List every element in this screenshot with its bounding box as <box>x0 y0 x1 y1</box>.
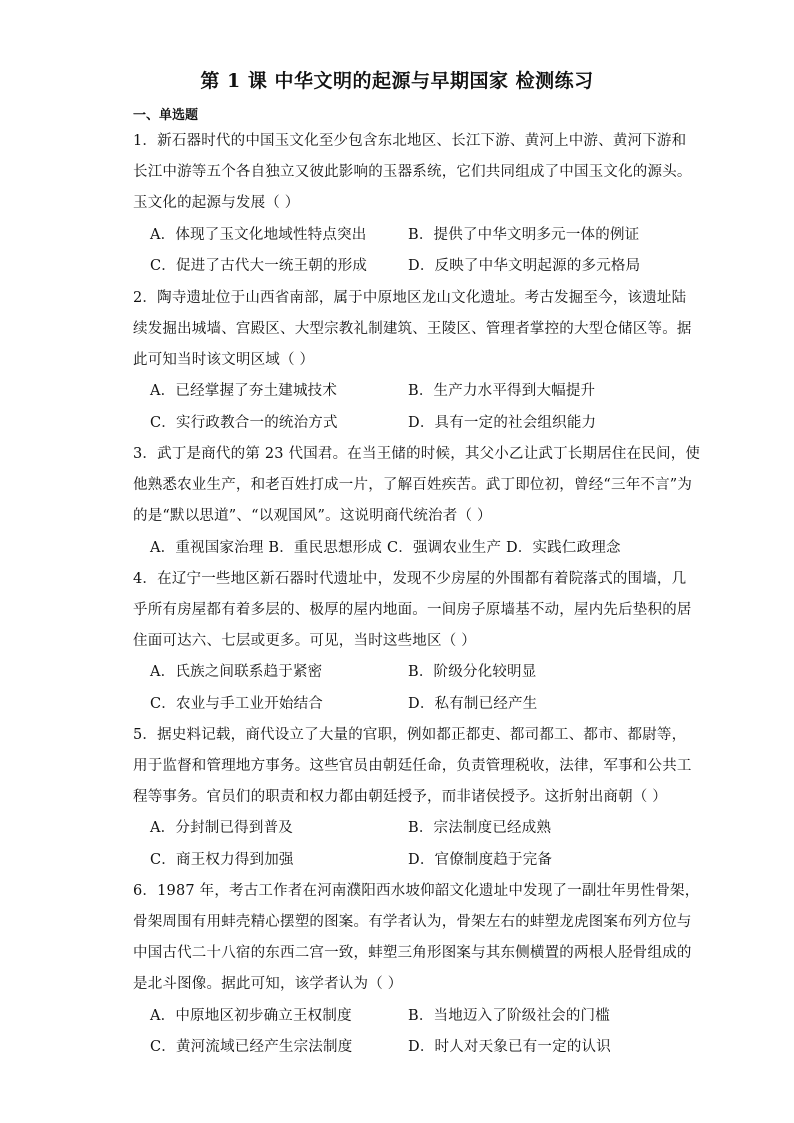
question-6-line-4: 是北斗图像。据此可知，该学者认为（ ） <box>133 976 403 992</box>
question-1-option-b[interactable]: B．提供了中华文明多元一体的例证 <box>408 227 640 243</box>
question-2-option-b[interactable]: B．生产力水平得到大幅提升 <box>408 383 596 399</box>
question-5-line-1: 5．据史料记载，商代设立了大量的官职，例如都正都吏、都司都工、都市、都尉等， <box>133 727 687 743</box>
question-2-line-3: 此可知当时该文明区域（ ） <box>133 352 315 368</box>
question-6-line-3: 中国古代二十八宿的东西二宫一致，蚌塑三角形图案与其东侧横置的两根人胫骨组成的 <box>133 945 692 961</box>
question-5-option-a[interactable]: A．分封制已得到普及 <box>150 820 293 836</box>
question-1-option-d[interactable]: D．反映了中华文明起源的多元格局 <box>408 258 641 274</box>
section-heading: 一、单选题 <box>133 108 199 123</box>
question-2-option-c[interactable]: C．实行政教合一的统治方式 <box>150 415 338 431</box>
question-5-line-3: 程等事务。官员们的职责和权力都由朝廷授予，而非诸侯授予。这折射出商朝（ ） <box>133 789 668 805</box>
question-5-option-b[interactable]: B．宗法制度已经成熟 <box>408 820 552 836</box>
question-4-option-b[interactable]: B．阶级分化较明显 <box>408 664 537 680</box>
question-5-line-2: 用于监督和管理地方事务。这些官员由朝廷任命，负责管理税收，法律，军事和公共工 <box>133 758 692 774</box>
question-6-option-c[interactable]: C．黄河流域已经产生宗法制度 <box>150 1039 353 1055</box>
question-1-line-1: 1．新石器时代的中国玉文化至少包含东北地区、长江下游、黄河上中游、黄河下游和 <box>133 133 687 149</box>
question-5-option-d[interactable]: D．官僚制度趋于完备 <box>408 852 553 868</box>
question-3-line-2: 他熟悉农业生产，和老百姓打成一片，了解百姓疾苦。武丁即位初，曾经“三年不言”为 <box>133 477 693 493</box>
question-5-option-c[interactable]: C．商王权力得到加强 <box>150 852 294 868</box>
question-4-line-3: 住面可达六、七层或更多。可见，当时这些地区（ ） <box>133 633 476 649</box>
question-1-line-3: 玉文化的起源与发展（ ） <box>133 195 300 211</box>
question-6-line-2: 骨架周围有用蚌壳精心摆塑的图案。有学者认为，骨架左右的蚌塑龙虎图案布列方位与 <box>133 914 692 930</box>
question-4-line-1: 4．在辽宁一些地区新石器时代遗址中，发现不少房屋的外围都有着院落式的围墙，几 <box>133 571 687 587</box>
question-3-line-1: 3．武丁是商代的第 23 代国君。在当王储的时候，其父小乙让武丁长期居住在民间，使 <box>133 446 701 462</box>
question-2-line-2: 续发掘出城墙、宫殿区、大型宗教礼制建筑、王陵区、管理者掌控的大型仓储区等。据 <box>133 321 692 337</box>
page-title: 第 1 课 中华文明的起源与早期国家 检测练习 <box>200 70 594 92</box>
question-6-option-a[interactable]: A．中原地区初步确立王权制度 <box>150 1008 352 1024</box>
question-6-option-b[interactable]: B．当地迈入了阶级社会的门槛 <box>408 1008 610 1024</box>
question-4-option-a[interactable]: A．氏族之间联系趋于紧密 <box>150 664 323 680</box>
question-6-line-1: 6．1987 年，考古工作者在河南濮阳西水坡仰韶文化遗址中发现了一副壮年男性骨架， <box>133 883 700 899</box>
question-1-option-c[interactable]: C．促进了古代大一统王朝的形成 <box>150 258 368 274</box>
question-2-option-a[interactable]: A．已经掌握了夯土建城技术 <box>150 383 338 399</box>
question-2-option-d[interactable]: D．具有一定的社会组织能力 <box>408 415 597 431</box>
question-6-option-d[interactable]: D．时人对天象已有一定的认识 <box>408 1039 611 1055</box>
question-1-option-a[interactable]: A．体现了玉文化地域性特点突出 <box>150 227 367 243</box>
question-4-option-c[interactable]: C．农业与手工业开始结合 <box>150 696 323 712</box>
question-3-line-3: 的是“默以思道”、“以观国风”。这说明商代统治者（ ） <box>133 508 492 524</box>
question-4-line-2: 乎所有房屋都有着多层的、极厚的屋内地面。一间房子原墙基不动，屋内先后垫积的居 <box>133 602 692 618</box>
question-4-option-d[interactable]: D．私有制已经产生 <box>408 696 538 712</box>
question-3-options-row[interactable]: A．重视国家治理 B．重民思想形成 C．强调农业生产 D．实践仁政理念 <box>150 540 621 556</box>
question-1-line-2: 长江中游等五个各自独立又彼此影响的玉器系统，它们共同组成了中国玉文化的源头。 <box>133 164 692 180</box>
question-2-line-1: 2．陶寺遗址位于山西省南部，属于中原地区龙山文化遗址。考古发掘至今，该遗址陆 <box>133 290 687 306</box>
